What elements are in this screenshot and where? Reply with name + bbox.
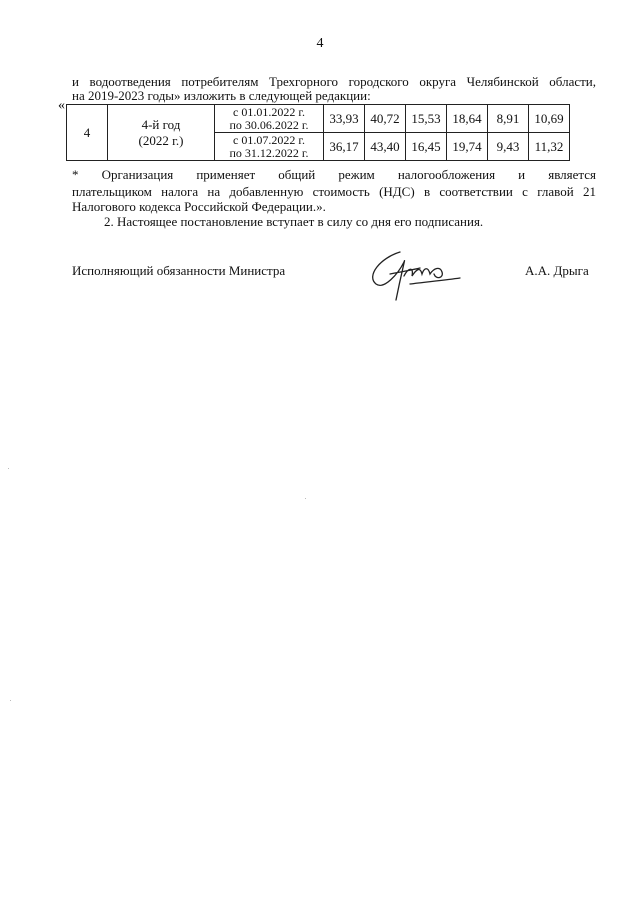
item-2-paragraph: 2. Настоящее постановление вступает в силу со дня его подписания. [104,214,484,229]
footnote-line-3: Налогового кодекса Российской Федерации.». [72,199,326,214]
value-cell: 15,53 [406,105,447,133]
scan-speck [305,498,306,499]
year-sub: (2022 г.) [138,132,184,148]
value-cell: 11,32 [529,133,570,161]
value-cell: 10,69 [529,105,570,133]
value-cell: 18,64 [447,105,488,133]
year-label: 4-й год [141,116,181,132]
period-cell [215,133,324,161]
period-cell [215,105,324,133]
scan-speck [10,700,11,701]
intro-line-1: и водоотведения потребителям Трехгорного городского округа Челябинской области, [72,74,596,89]
signatory-name: А.А. Дрыга [525,263,589,278]
opening-quote: « [58,98,65,113]
value-cell: 9,43 [488,133,529,161]
table-row [67,105,570,133]
footnote-line-2: плательщиком налога на добавленную стоимость (НДС) в соответствии с главой 21 [72,184,596,199]
value-cell: 19,74 [447,133,488,161]
value-cell: 8,91 [488,105,529,133]
scan-speck [8,468,9,469]
value-cell: 36,17 [324,133,365,161]
value-cell: 40,72 [365,105,406,133]
year-cell [108,105,215,161]
footnote-line-1: * Организация применяет общий режим налогообложения и является [72,167,596,182]
value-cell: 16,45 [406,133,447,161]
row-number-cell: 4 [67,105,108,161]
page-number: 4 [316,36,324,51]
value-cell: 33,93 [324,105,365,133]
period-to: по 30.06.2022 г. [229,117,309,132]
period-from: с 01.07.2022 г. [233,132,305,147]
value-cell: 43,40 [365,133,406,161]
intro-line-2: на 2019-2023 годы» изложить в следующей редакции: [72,88,371,103]
period-to: по 31.12.2022 г. [229,145,309,160]
tariff-table [66,104,570,161]
period-from: с 01.01.2022 г. [233,104,305,119]
signatory-title: Исполняющий обязанности Министра [72,263,286,278]
handwritten-signature [360,244,470,308]
